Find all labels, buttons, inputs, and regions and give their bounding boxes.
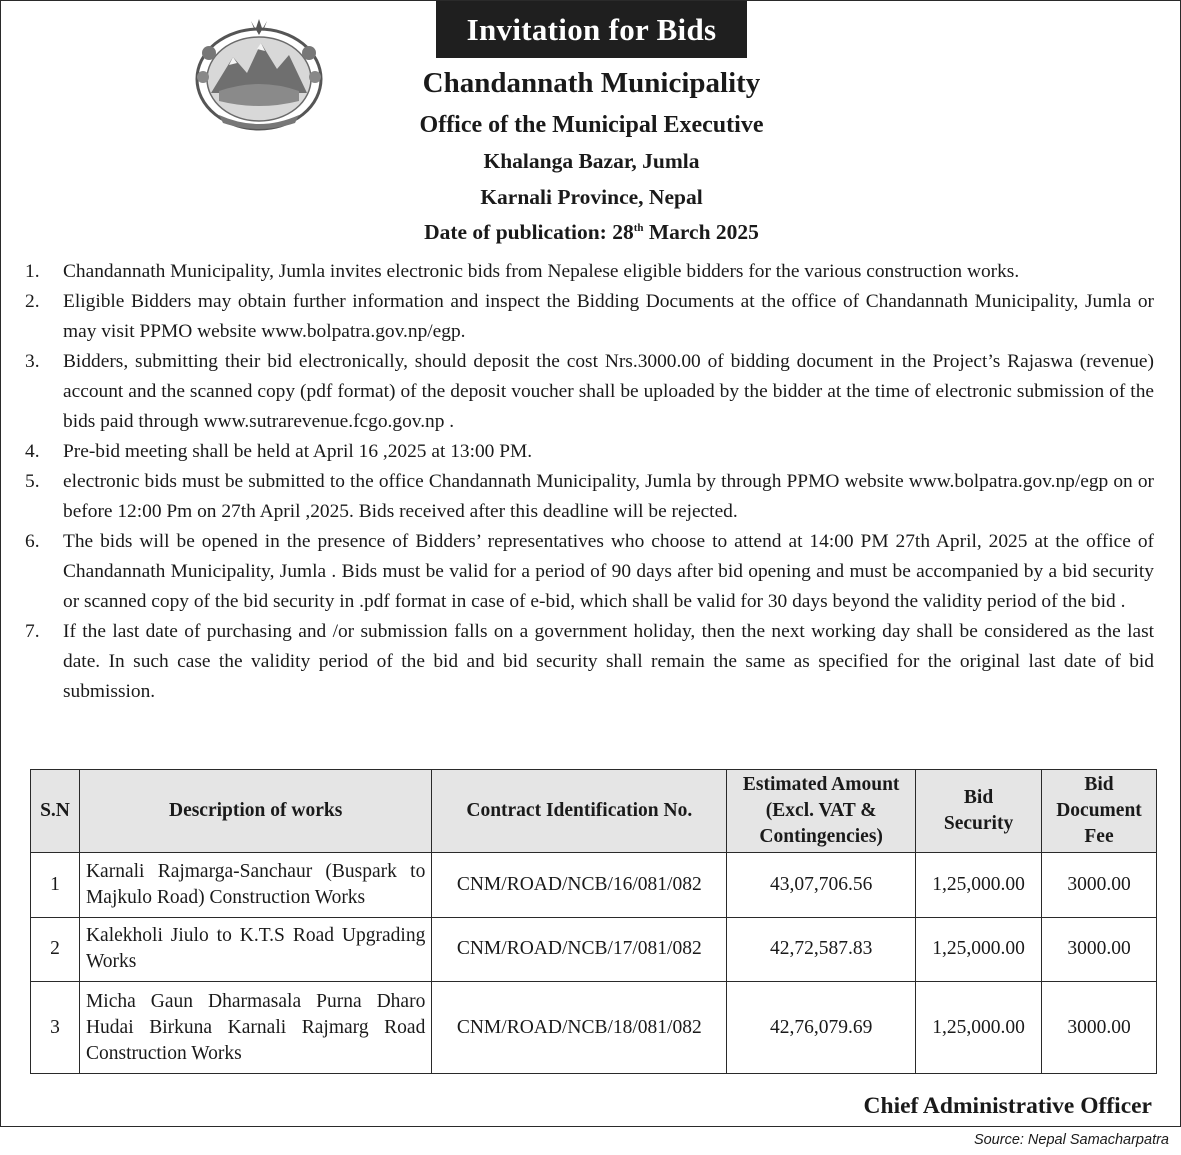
header-fee-line-3: Fee: [1084, 826, 1114, 847]
publication-date-prefix: Date of publication: 28: [424, 220, 634, 244]
header-security-line-1: Bid: [963, 787, 994, 808]
invitation-badge: Invitation for Bids: [436, 1, 747, 58]
clause-number: 7.: [25, 621, 40, 642]
clause-text: Pre-bid meeting shall be held at April 16 ,2025 at 13:00 PM.: [63, 441, 533, 462]
clause-text: Bidders, submitting their bid electronically, should deposit the cost Nrs.3000.00 of bidding document in the Project’s Rajaswa (revenue) account and the scanned copy (pdf format) of the deposit voucher shall be uploaded by the bidder at the time of electronic submission of the bids paid through www.sutrarevenue.fcgo.gov.np .: [63, 351, 1154, 432]
header-contract-id: Contract Identification No.: [432, 770, 727, 853]
address-line-1: Khalanga Bazar, Jumla: [483, 149, 700, 173]
cell-description: Micha Gaun Dharmasala Purna Dharo Hudai Birkuna Karnali Rajmarg Road Construction Works: [79, 982, 431, 1074]
clause-item: [25, 467, 1154, 527]
cell-contract-id: CNM/ROAD/NCB/17/081/082: [432, 917, 727, 982]
table-row: [31, 853, 1157, 918]
cell-fee: 3000.00: [1042, 982, 1157, 1074]
clause-list: [25, 257, 1154, 707]
header-bid-security: [916, 770, 1042, 853]
cell-description: Karnali Rajmarga-Sanchaur (Buspark to Majkulo Road) Construction Works: [79, 853, 431, 918]
header-amount-line-2: (Excl. VAT &: [765, 800, 877, 821]
header-document-fee: [1042, 770, 1157, 853]
cell-contract-id: CNM/ROAD/NCB/18/081/082: [432, 982, 727, 1074]
address-line-2: Karnali Province, Nepal: [480, 185, 703, 209]
cell-fee: 3000.00: [1042, 917, 1157, 982]
clause-item: [25, 527, 1154, 617]
cell-sn: 1: [31, 853, 80, 918]
clause-number: 2.: [25, 291, 40, 312]
publication-date-rest: March 2025: [643, 220, 759, 244]
municipality-name: Chandannath Municipality: [422, 67, 761, 99]
header-fee-line-2: Document: [1056, 800, 1142, 821]
cell-security: 1,25,000.00: [916, 982, 1042, 1074]
cell-description: Kalekholi Jiulo to K.T.S Road Upgrading Works: [79, 917, 431, 982]
clause-number: 1.: [25, 261, 40, 282]
clause-text: Chandannath Municipality, Jumla invites electronic bids from Nepalese eligible bidders for the various construction works.: [63, 261, 1020, 282]
publication-date-ordinal: th: [633, 222, 644, 234]
clause-number: 3.: [25, 351, 40, 372]
cell-amount: 42,72,587.83: [727, 917, 916, 982]
cell-security: 1,25,000.00: [916, 917, 1042, 982]
clause-number: 6.: [25, 531, 40, 552]
clause-text: If the last date of purchasing and /or submission falls on a government holiday, then the next working day shall be considered as the last date. In such case the validity period of the bid and bid security shall remain the same as specified for the original last date of bid submission.: [63, 621, 1154, 702]
cell-sn: 2: [31, 917, 80, 982]
source-credit: Source: Nepal Samacharpatra: [973, 1132, 1169, 1148]
clause-item: [25, 347, 1154, 437]
office-name: Office of the Municipal Executive: [419, 112, 764, 138]
clause-item: [25, 437, 1154, 467]
header-fee-line-1: Bid: [1084, 774, 1114, 795]
table-row: [31, 982, 1157, 1074]
header-estimated-amount: [727, 770, 916, 853]
table-row: [31, 917, 1157, 982]
clause-item: [25, 287, 1154, 347]
cell-security: 1,25,000.00: [916, 853, 1042, 918]
clause-text: The bids will be opened in the presence of Bidders’ representatives who choose to attend at 14:00 PM 27th April, 2025 at the office of Chandannath Municipality, Jumla . Bids must be valid for a period of 90 days after bid opening and must be accompanied by a bid security or scanned copy of the bid security in .pdf format in case of e-bid, which shall be valid for 30 days beyond the validity period of the bid .: [63, 531, 1154, 612]
clause-item: [25, 617, 1154, 707]
publication-date: [1, 220, 1181, 245]
header-description: Description of works: [79, 770, 431, 853]
header-amount-line-1: Estimated Amount: [742, 774, 900, 795]
cell-amount: 42,76,079.69: [727, 982, 916, 1074]
cell-contract-id: CNM/ROAD/NCB/16/081/082: [432, 853, 727, 918]
clause-text: electronic bids must be submitted to the office Chandannath Municipality, Jumla by through PPMO website www.bolpatra.gov.np/egp on or before 12:00 Pm on 27th April ,2025. Bids received after this deadline will be rejected.: [63, 471, 1154, 522]
header-amount-line-3: Contingencies): [759, 826, 883, 847]
header-sn: S.N: [31, 770, 80, 853]
clause-text: Eligible Bidders may obtain further information and inspect the Bidding Documents at the office of Chandannath Municipality, Jumla or may visit PPMO website www.bolpatra.gov.np/egp.: [63, 291, 1154, 342]
bids-table: [30, 769, 1157, 1074]
clause-number: 4.: [25, 441, 40, 462]
cell-amount: 43,07,706.56: [727, 853, 916, 918]
cell-sn: 3: [31, 982, 80, 1074]
clause-item: [25, 257, 1154, 287]
signatory-title: Chief Administrative Officer: [863, 1093, 1152, 1119]
header-security-line-2: Security: [943, 813, 1014, 834]
cell-fee: 3000.00: [1042, 853, 1157, 918]
table-header-row: [31, 770, 1157, 853]
clause-number: 5.: [25, 471, 40, 492]
